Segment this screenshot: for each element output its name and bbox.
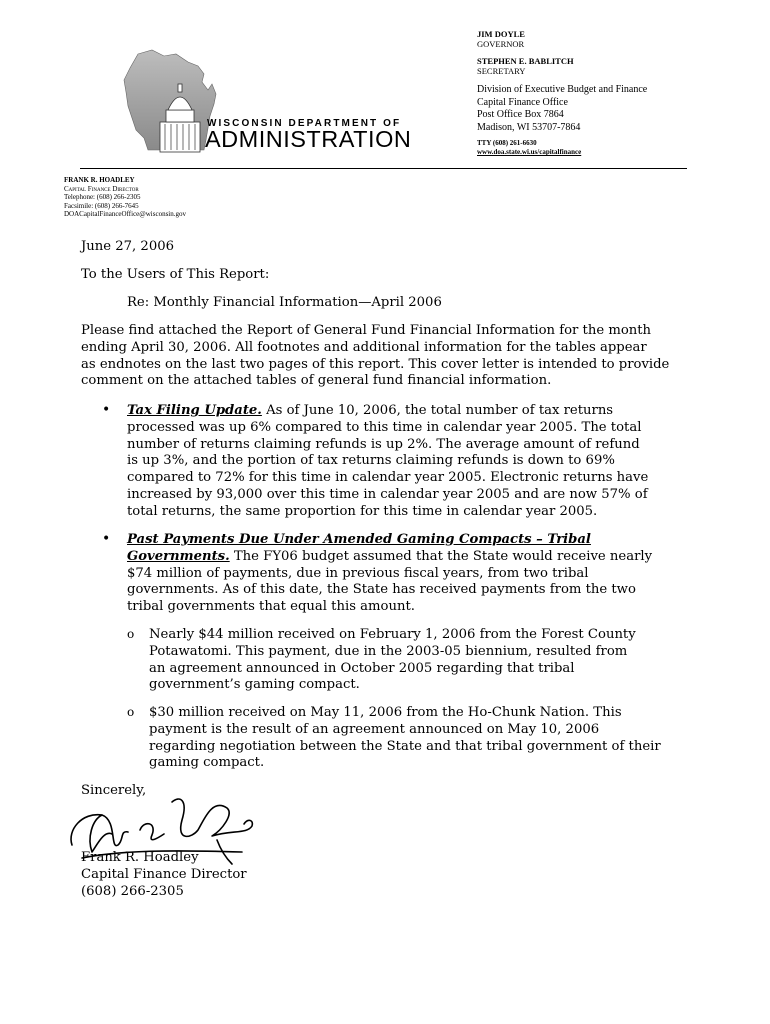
sender-title: Capital Finance Director <box>64 184 139 193</box>
sub-bullet-marker: o <box>127 705 135 719</box>
paragraph-line: gaming compact. <box>149 755 265 771</box>
paragraph-line: Please find attached the Report of General Fund Financial Information for the month <box>81 323 652 338</box>
paragraph-line: Nearly $44 million received on February 1, 2006 from the Forest County <box>149 627 636 642</box>
office-address <box>477 84 747 134</box>
sender-block <box>64 176 364 219</box>
paragraph-line: As of June 10, 2006, the total number of tax returns <box>261 403 614 418</box>
address-line: Capital Finance Office <box>477 96 568 108</box>
governor-name: JIM DOYLE <box>477 29 525 39</box>
bullet-marker: • <box>102 402 111 418</box>
signer-title: Capital Finance Director <box>81 866 247 882</box>
paragraph-line: total returns, the same proportion for this time in calendar year 2005. <box>127 503 598 519</box>
address-line: Madison, WI 53707-7864 <box>477 121 581 133</box>
paragraph-line: government’s gaming compact. <box>149 677 360 693</box>
paragraph-line: increased by 93,000 over this time in calendar year 2005 and are now 57% of <box>127 486 648 502</box>
intro-paragraph <box>81 323 681 390</box>
closing: Sincerely, <box>81 783 147 798</box>
sender-name: FRANK R. HOADLEY <box>64 176 135 184</box>
sender-facsimile: Facsimile: (608) 266-7645 <box>64 201 139 210</box>
agency-name-line2: ADMINISTRATION <box>205 126 412 152</box>
sub-item-ho-chunk <box>149 705 687 772</box>
bullet-heading: Tax Filing Update. <box>127 403 262 418</box>
paragraph-line: regarding negotiation between the State and that tribal government of their <box>149 738 661 754</box>
salutation: To the Users of This Report: <box>81 267 270 282</box>
paragraph-line: number of returns claiming refunds is up 2%. The average amount of refund <box>127 436 640 452</box>
paragraph-line: The FY06 budget assumed that the State would receive nearly <box>229 548 653 564</box>
bullet-tax-filing-update <box>127 403 687 521</box>
paragraph-line: Potawatomi. This payment, due in the 2003-05 biennium, resulted from <box>149 643 628 659</box>
paragraph-line: comment on the attached tables of general fund financial information. <box>81 373 552 389</box>
paragraph-line: payment is the result of an agreement announced on May 10, 2006 <box>149 721 600 737</box>
paragraph-line: $74 million of payments, due in previous fiscal years, from two tribal <box>127 565 589 581</box>
bullet-heading: Governments. <box>127 548 230 564</box>
re-line: Re: Monthly Financial Information—April 2006 <box>127 295 442 310</box>
letterhead-divider <box>80 168 687 169</box>
bullet-heading: Past Payments Due Under Amended Gaming Compacts – Tribal <box>127 532 591 547</box>
secretary-title: SECRETARY <box>477 66 526 76</box>
tty-number: TTY (608) 261-6630 <box>477 139 537 147</box>
sender-telephone: Telephone: (608) 266-2305 <box>64 193 141 202</box>
paragraph-line: as endnotes on the last two pages of this report. This cover letter is intended to provide <box>81 356 670 372</box>
letterhead-right-block <box>477 29 747 157</box>
signer-name: Frank R. Hoadley <box>81 850 199 865</box>
sender-email: DOACapitalFinanceOffice@wisconsin.gov <box>64 210 186 219</box>
governor-title: GOVERNOR <box>477 39 525 49</box>
bullet-gaming-compacts <box>127 532 687 616</box>
paragraph-line: an agreement announced in October 2005 regarding that tribal <box>149 660 575 676</box>
paragraph-line: $30 million received on May 11, 2006 from the Ho-Chunk Nation. This <box>149 705 622 720</box>
secretary-name: STEPHEN E. BABLITCH <box>477 56 574 66</box>
address-line: Division of Executive Budget and Finance <box>477 84 648 95</box>
address-line: Post Office Box 7864 <box>477 109 564 120</box>
signature-block <box>81 850 681 900</box>
sub-item-forest-county <box>149 627 687 694</box>
paragraph-line: compared to 72% for this time in calendar year 2005. Electronic returns have <box>127 470 649 486</box>
sub-bullet-marker: o <box>127 627 135 641</box>
paragraph-line: processed was up 6% compared to this time in calendar year 2005. The total <box>127 419 642 435</box>
website-link[interactable]: www.doa.state.wi.us/capitalfinance <box>477 148 582 156</box>
signer-phone: (608) 266-2305 <box>81 883 184 899</box>
paragraph-line: is up 3%, and the portion of tax returns claiming refunds is down to 69% <box>127 453 615 469</box>
letter-date: June 27, 2006 <box>81 239 174 254</box>
paragraph-line: ending April 30, 2006. All footnotes and additional information for the tables appear <box>81 339 647 355</box>
paragraph-line: governments. As of this date, the State has received payments from the two <box>127 582 636 598</box>
paragraph-line: tribal governments that equal this amount. <box>127 599 415 615</box>
bullet-marker: • <box>102 531 111 547</box>
agency-name-line1: WISCONSIN DEPARTMENT OF <box>207 118 402 129</box>
